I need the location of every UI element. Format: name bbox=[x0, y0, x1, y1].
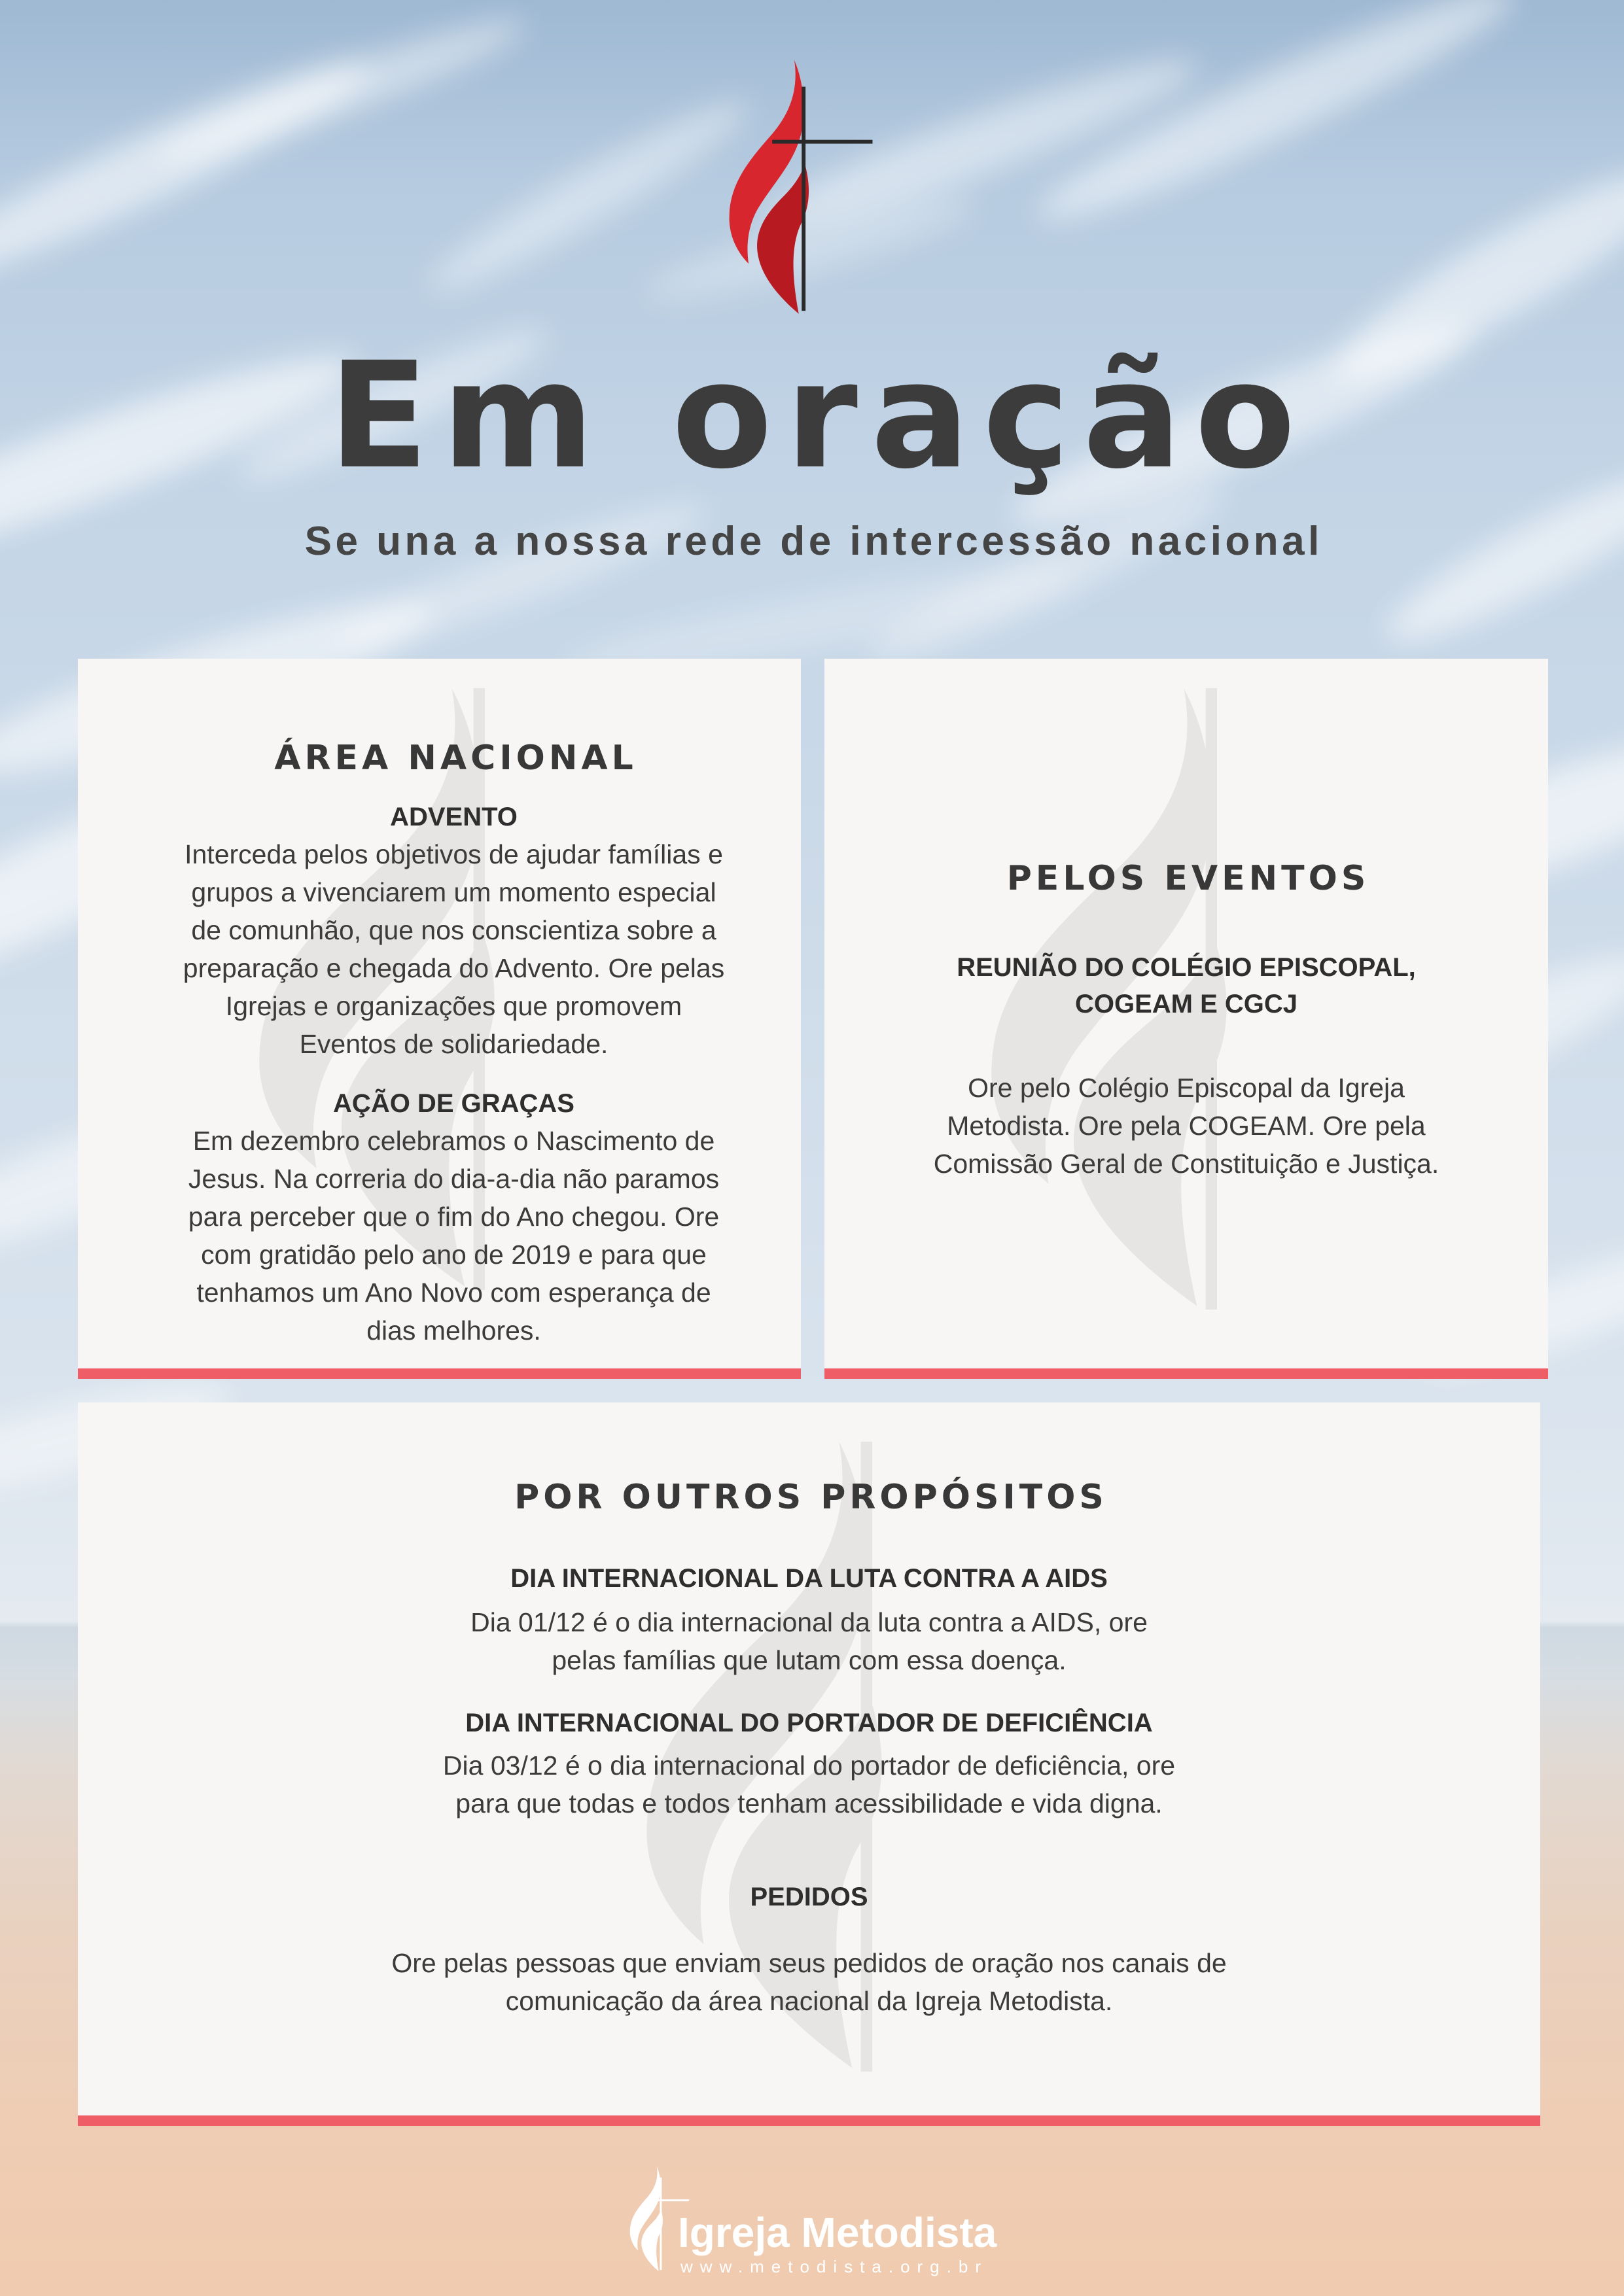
body-line: Interceda pelos objetivos de ajudar famílias e bbox=[185, 839, 723, 869]
footer-brand: Igreja Metodista bbox=[678, 2209, 997, 2256]
body-line: Igrejas e organizações que promovem bbox=[225, 991, 682, 1021]
body-line: Comissão Geral de Constituição e Justiça. bbox=[933, 1149, 1439, 1179]
body-line: pelas famílias que lutam com essa doença. bbox=[552, 1645, 1067, 1675]
body-line: grupos a vivenciarem um momento especial bbox=[191, 877, 716, 907]
accent-bar bbox=[78, 1368, 801, 1379]
area-nacional-card bbox=[78, 659, 801, 1379]
card-heading: POR OUTROS PROPÓSITOS bbox=[514, 1478, 1108, 1517]
section-title bbox=[824, 949, 1548, 1022]
footer-url: www.metodista.org.br bbox=[680, 2257, 988, 2276]
section-body bbox=[107, 1122, 801, 1349]
page-title: Em oração bbox=[328, 330, 1309, 501]
section-title: ADVENTO bbox=[390, 803, 518, 831]
body-line: Eventos de solidariedade. bbox=[299, 1029, 609, 1059]
card-heading: ÁREA NACIONAL bbox=[274, 739, 637, 778]
body-line: Dia 01/12 é o dia internacional da luta contra a AIDS, ore bbox=[470, 1607, 1148, 1637]
body-line: Ore pelas pessoas que enviam seus pedidos de oração nos canais de bbox=[391, 1948, 1227, 1978]
body-line: Dia 03/12 é o dia internacional do portador de deficiência, ore bbox=[442, 1750, 1176, 1781]
body-line: tenhamos um Ano Novo com esperança de bbox=[196, 1278, 711, 1308]
body-line: com gratidão pelo ano de 2019 e para que bbox=[201, 1240, 707, 1270]
section-title-line: COGEAM E CGCJ bbox=[1074, 990, 1298, 1018]
accent-bar bbox=[78, 2115, 1540, 2126]
section-body bbox=[824, 1069, 1548, 1183]
page-subtitle: Se una a nossa rede de intercessão nacional bbox=[304, 519, 1323, 564]
body-line: comunicação da área nacional da Igreja Metodista. bbox=[505, 1986, 1113, 2016]
section-title: PEDIDOS bbox=[750, 1883, 868, 1911]
body-line: para que todas e todos tenham acessibilidade e vida digna. bbox=[455, 1788, 1163, 1818]
body-line: preparação e chegada do Advento. Ore pelas bbox=[183, 953, 725, 983]
card-heading: PELOS EVENTOS bbox=[1006, 859, 1370, 898]
body-line: dias melhores. bbox=[366, 1315, 541, 1346]
section-title: DIA INTERNACIONAL DA LUTA CONTRA A AIDS bbox=[510, 1564, 1108, 1593]
card-content bbox=[107, 659, 801, 1379]
body-line: Jesus. Na correria do dia-a-dia não paramos bbox=[188, 1164, 720, 1194]
body-line: para perceber que o fim do Ano chegou. Ore bbox=[188, 1202, 720, 1232]
section-title: AÇÃO DE GRAÇAS bbox=[333, 1089, 574, 1118]
section-title-line: REUNIÃO DO COLÉGIO EPISCOPAL, bbox=[957, 953, 1416, 982]
section-body bbox=[107, 835, 801, 1063]
card-content bbox=[78, 1402, 1540, 2126]
section-title: DIA INTERNACIONAL DO PORTADOR DE DEFICIÊNCIA bbox=[465, 1709, 1153, 1737]
accent-bar bbox=[824, 1368, 1548, 1379]
body-line: de comunhão, que nos conscientiza sobre a bbox=[191, 915, 716, 945]
body-line: Ore pelo Colégio Episcopal da Igreja bbox=[968, 1073, 1405, 1103]
section-body bbox=[78, 1747, 1540, 1822]
outros-propositos-card bbox=[78, 1402, 1540, 2126]
card-content bbox=[824, 659, 1548, 1379]
cross-and-flame-icon bbox=[725, 60, 875, 315]
pelos-eventos-card bbox=[824, 659, 1548, 1379]
section-body bbox=[78, 1944, 1540, 2020]
section-body bbox=[78, 1603, 1540, 1679]
body-line: Em dezembro celebramos o Nascimento de bbox=[192, 1126, 715, 1156]
body-line: Metodista. Ore pela COGEAM. Ore pela bbox=[947, 1111, 1426, 1141]
